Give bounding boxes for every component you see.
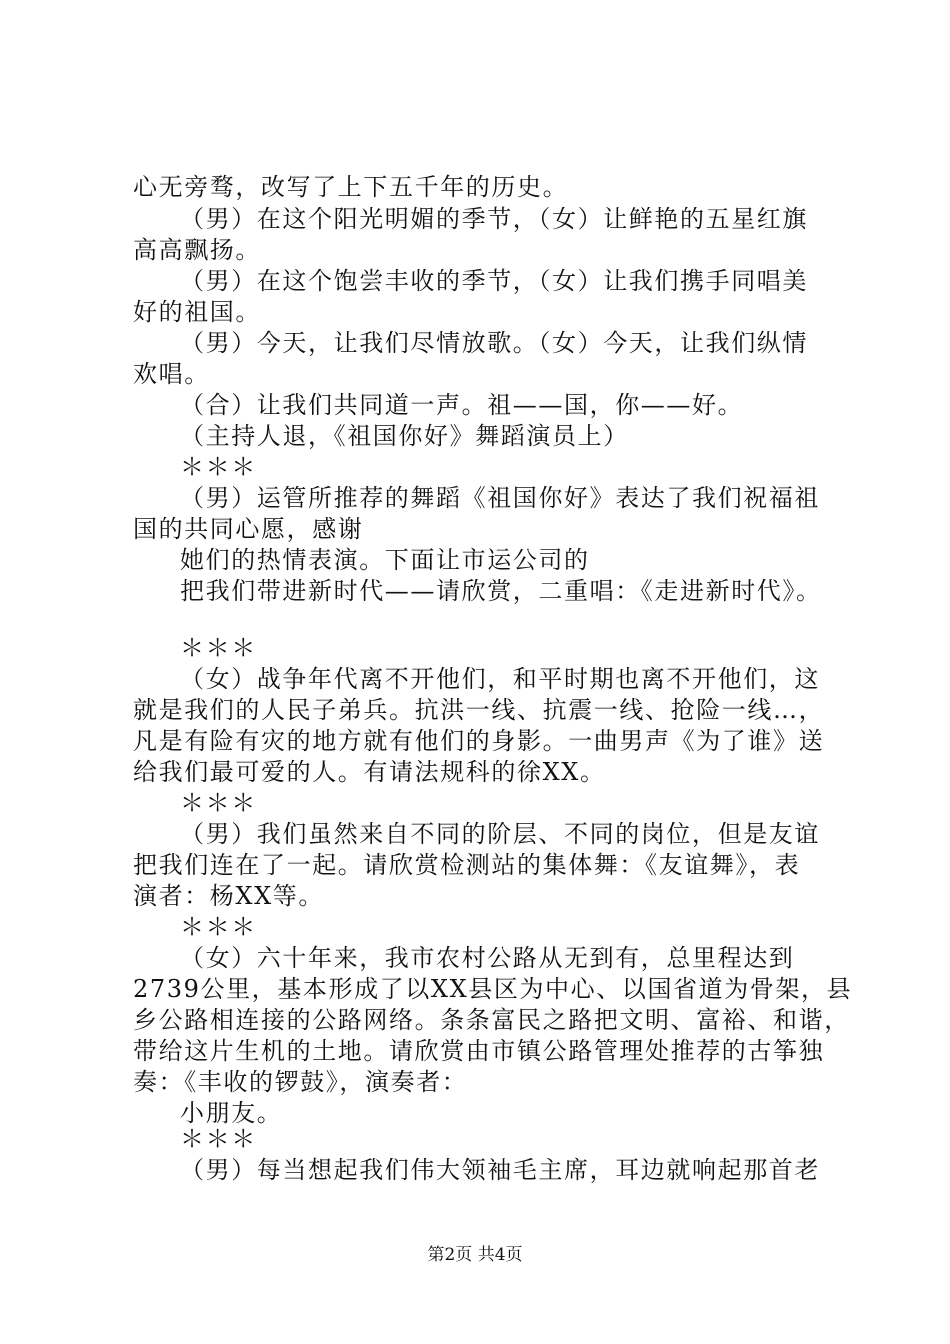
separator-stars: ＊＊＊ bbox=[180, 913, 257, 941]
body-line: 国的共同心愿，感谢 bbox=[133, 515, 364, 543]
body-line: （女）六十年来，我市农村公路从无到有，总里程达到 bbox=[180, 944, 795, 972]
body-line: 把我们带进新时代——请欣赏，二重唱：《走进新时代》。 bbox=[180, 577, 822, 605]
body-line: 奏：《丰收的锣鼓》，演奏者： bbox=[133, 1068, 468, 1096]
body-line: （男）运管所推荐的舞蹈《祖国你好》表达了我们祝福祖 bbox=[180, 484, 820, 512]
separator-stars: ＊＊＊ bbox=[180, 789, 257, 817]
body-line: （男）在这个饱尝丰收的季节，（女）让我们携手同唱美 bbox=[180, 267, 808, 295]
body-line: 就是我们的人民子弟兵。抗洪一线、抗震一线、抢险一线…， bbox=[133, 696, 825, 724]
body-line: 2739公里，基本形成了以XX县区为中心、以国省道为骨架，县 bbox=[133, 975, 853, 1003]
body-line: 心无旁骛，改写了上下五千年的历史。 bbox=[133, 173, 569, 201]
body-line: 乡公路相连接的公路网络。条条富民之路把文明、富裕、和谐， bbox=[133, 1006, 850, 1034]
separator-stars: ＊＊＊ bbox=[180, 1125, 257, 1153]
separator-stars: ＊＊＊ bbox=[180, 453, 257, 481]
body-line: （男）今天，让我们尽情放歌。（女）今天，让我们纵情 bbox=[180, 329, 808, 357]
body-line: 凡是有险有灾的地方就有他们的身影。一曲男声《为了谁》送 bbox=[133, 727, 825, 755]
body-line: （男）在这个阳光明媚的季节，（女）让鲜艳的五星红旗 bbox=[180, 205, 808, 233]
body-line: 欢唱。 bbox=[133, 360, 210, 388]
body-line: （男）每当想起我们伟大领袖毛主席，耳边就响起那首老 bbox=[180, 1156, 820, 1184]
body-line: 给我们最可爱的人。有请法规科的徐XX。 bbox=[133, 758, 606, 786]
body-line: （主持人退，《祖国你好》舞蹈演员上） bbox=[180, 422, 629, 450]
body-line: 演者：杨XX等。 bbox=[133, 882, 324, 910]
page-number-footer: 第2页 共4页 bbox=[427, 1245, 523, 1265]
body-line: 高高飘扬。 bbox=[133, 236, 261, 264]
body-line: （合）让我们共同道一声。祖——国，你——好。 bbox=[180, 391, 744, 419]
separator-stars: ＊＊＊ bbox=[180, 634, 257, 662]
body-line: 把我们连在了一起。请欣赏检测站的集体舞：《友谊舞》，表 bbox=[133, 851, 801, 879]
body-line: （女）战争年代离不开他们，和平时期也离不开他们，这 bbox=[180, 665, 820, 693]
body-line: 小朋友。 bbox=[180, 1099, 283, 1127]
body-line: 好的祖国。 bbox=[133, 298, 261, 326]
body-line: 她们的热情表演。下面让市运公司的 bbox=[180, 546, 590, 574]
body-line: 带给这片生机的土地。请欣赏由市镇公路管理处推荐的古筝独 bbox=[133, 1037, 825, 1065]
body-line: （男）我们虽然来自不同的阶层、不同的岗位，但是友谊 bbox=[180, 820, 820, 848]
